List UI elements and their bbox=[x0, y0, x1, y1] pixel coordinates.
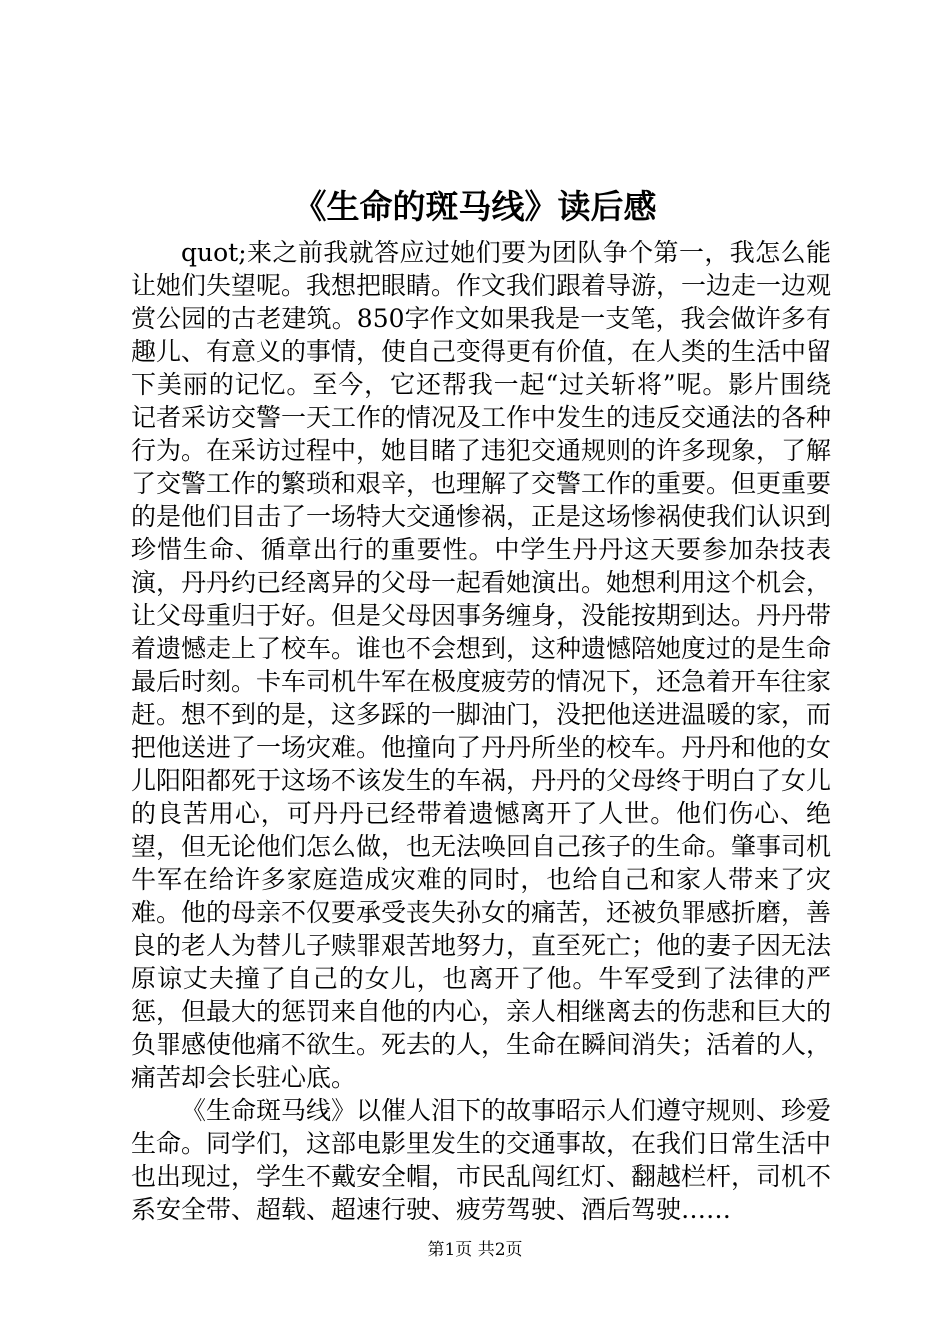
body-paragraph: quot;来之前我就答应过她们要为团队争个第一，我怎么能让她们失望呢。我想把眼睛。作文我们跟着导游，一边走一边观赏公园的古老建筑。850字作文如果我是一支笔，我会做许多有趣儿、有意义的事情，使自己变得更有价值，在人类的生活中留下美丽的记忆。至今，它还帮我一起“过关斩将”呢。影片围绕记者采访交警一天工作的情况及工作中发生的违反交通法的各种行为。在采访过程中，她目睹了违犯交通规则的许多现象，了解了交警工作的繁琐和艰辛，也理解了交警工作的重要。但更重要的是他们目击了一场特大交通惨祸，正是这场惨祸使我们认识到珍惜生命、循章出行的重要性。中学生丹丹这天要参加杂技表演，丹丹约已经离异的父母一起看她演出。她想利用这个机会，让父母重归于好。但是父母因事务缠身，没能按期到达。丹丹带着遗憾走上了校车。谁也不会想到，这种遗憾陪她度过的是生命最后时刻。卡车司机牛军在极度疲劳的情况下，还急着开车往家赶。想不到的是，这多踩的一脚油门，没把他送进温暖的家，而把他送进了一场灾难。他撞向了丹丹所坐的校车。丹丹和他的女儿阳阳都死于这场不该发生的车祸，丹丹的父母终于明白了女儿的良苦用心，可丹丹已经带着遗憾离开了人世。他们伤心、绝望，但无论他们怎么做，也无法唤回自己孩子的生命。肇事司机牛军在给许多家庭造成灾难的同时，也给自己和家人带来了灾难。他的母亲不仅要承受丧失孙女的痛苦，还被负罪感折磨，善良的老人为替儿子赎罪艰苦地努力，直至死亡；他的妻子因无法原谅丈夫撞了自己的女儿，也离开了他。牛军受到了法律的严惩，但最大的惩罚来自他的内心，亲人相继离去的伤悲和巨大的负罪感使他痛不欲生。死去的人，生命在瞬间消失；活着的人，痛苦却会长驻心底。 bbox=[131, 238, 832, 1092]
document-title: 《生命的斑马线》读后感 bbox=[293, 187, 657, 226]
document-body bbox=[131, 236, 831, 1226]
body-paragraph: 《生命斑马线》以催人泪下的故事昭示人们遵守规则、珍爱生命。同学们，这部电影里发生的交通事故，在我们日常生活中也出现过，学生不戴安全帽，市民乱闯红灯、翻越栏杆，司机不系安全带、超载、超速行驶、疲劳驾驶、酒后驾驶…… bbox=[131, 1096, 832, 1224]
page-footer: 第1页 共2页 bbox=[427, 1240, 523, 1260]
